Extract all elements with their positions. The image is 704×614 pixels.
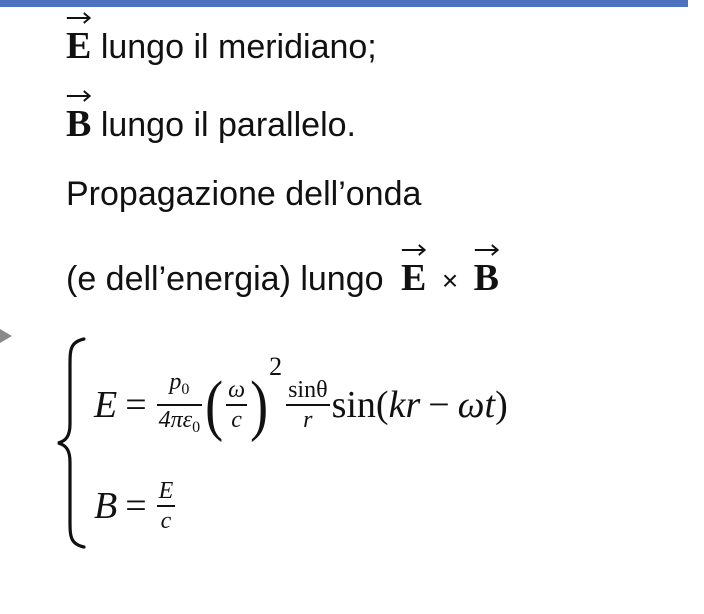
vector-arrow-icon bbox=[474, 244, 499, 256]
line-e-text: lungo il meridiano; bbox=[100, 28, 377, 66]
vector-b-letter: B bbox=[473, 257, 499, 299]
line-energy bbox=[66, 258, 499, 301]
frac3-num: sinθ bbox=[288, 377, 328, 404]
sine-close-paren: ) bbox=[495, 384, 508, 426]
vector-b-letter: B bbox=[66, 103, 92, 145]
line-energy-text: (e dell’energia) lungo bbox=[66, 260, 384, 298]
eq1-equals: = bbox=[125, 384, 147, 426]
minus-sign: − bbox=[428, 384, 450, 426]
equation-e bbox=[94, 350, 508, 460]
vector-e-letter: E bbox=[401, 257, 427, 299]
vector-e bbox=[66, 26, 91, 66]
fraction-e-over-c bbox=[157, 477, 176, 535]
vector-e-letter: E bbox=[66, 25, 92, 67]
eq1-lhs: E bbox=[94, 384, 118, 426]
left-paren: ( bbox=[205, 367, 224, 443]
vector-arrow-icon bbox=[66, 12, 91, 24]
fraction-omega-over-c bbox=[226, 376, 247, 434]
frac1-den-sub: 0 bbox=[192, 418, 201, 436]
line-propagation-text: Propagazione dell’onda bbox=[66, 175, 422, 213]
right-paren: ) bbox=[250, 367, 269, 443]
line-e-field bbox=[66, 26, 377, 67]
header-accent-bar bbox=[0, 0, 688, 7]
line-b-text: lungo il parallelo. bbox=[100, 106, 356, 144]
sine-arg-kr: kr bbox=[388, 384, 421, 426]
left-brace-icon bbox=[54, 336, 88, 550]
eq2-frac-den: c bbox=[160, 507, 172, 534]
vector-arrow-icon bbox=[66, 90, 91, 102]
sine-function: sin( bbox=[331, 384, 389, 426]
eq2-frac-num: E bbox=[158, 478, 174, 505]
vector-e bbox=[401, 258, 426, 298]
cross-product-symbol: × bbox=[441, 265, 459, 296]
power-exponent: 2 bbox=[269, 352, 283, 381]
frac2-den: c bbox=[231, 406, 242, 433]
bullet-triangle-icon bbox=[0, 329, 12, 343]
fraction-sintheta-over-r bbox=[286, 376, 330, 434]
sine-arg-omegat: ωt bbox=[457, 384, 496, 426]
frac2-num: ω bbox=[228, 377, 246, 404]
eq2-lhs: B bbox=[94, 485, 118, 527]
frac1-num: p bbox=[169, 369, 182, 396]
line-b-field bbox=[66, 104, 356, 145]
frac1-num-sub: 0 bbox=[181, 381, 190, 399]
vector-b bbox=[66, 104, 91, 144]
frac1-den: 4πε bbox=[158, 406, 193, 433]
equation-b bbox=[94, 466, 177, 546]
fraction-p0-over-4pieps0 bbox=[157, 368, 202, 442]
line-propagation bbox=[66, 174, 421, 214]
vector-b bbox=[474, 258, 499, 298]
eq2-equals: = bbox=[125, 485, 147, 527]
vector-arrow-icon bbox=[401, 244, 426, 256]
frac3-den: r bbox=[303, 406, 313, 433]
